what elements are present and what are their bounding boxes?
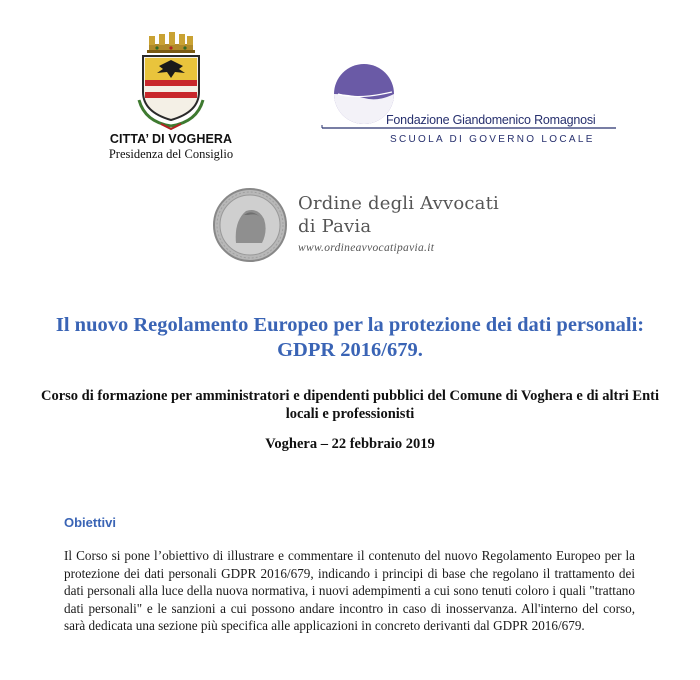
section-body: Il Corso si pone l’obiettivo di illustrare e commentare il contenuto del nuovo Regolamento Europeo per la protezione dei dati personali GDPR 2016/679, indicando i principi di base che regolano il trattamento dei dati personali alla luce della nuova normativa, i nuovi adempimenti a cui sono tenuti coloro i quali "trattano dati personali" e le sanzioni a cui possono andare incontro in caso di inosservanza. All'interno del corso, sarà dedicata una sezione più specifica alle applicazioni in concreto derivanti dal GDPR 2016/679. xyxy=(64,548,635,634)
avvocati-medal-icon xyxy=(210,185,290,267)
section-heading: Obiettivi xyxy=(64,515,117,530)
voghera-crest-icon xyxy=(131,30,211,130)
avvocati-name-line1: Ordine degli Avvocati xyxy=(298,193,499,214)
voghera-subtitle: Presidenza del Consiglio xyxy=(108,147,234,161)
voghera-name: CITTA’ DI VOGHERA xyxy=(109,132,233,146)
romagnosi-logo xyxy=(318,58,618,148)
event-date: Voghera – 22 febbraio 2019 xyxy=(265,436,435,452)
avvocati-url[interactable]: www.ordineavvocatipavia.it xyxy=(298,242,435,254)
document-subtitle: Corso di formazione per amministratori e dipendenti pubblici del Comune di Voghera e di altri Enti locali e professionisti xyxy=(40,388,659,422)
romagnosi-name: Fondazione Giandomenico Romagnosi xyxy=(386,113,596,127)
romagnosi-subtitle: SCUOLA DI GOVERNO LOCALE xyxy=(390,134,595,145)
avvocati-name-line2 xyxy=(298,216,371,237)
avvocati-name-line2-text: di Pavia xyxy=(298,216,372,237)
voghera-logo xyxy=(96,30,246,170)
avvocati-logo xyxy=(210,185,510,267)
document-title: Il nuovo Regolamento Europeo per la protezione dei dati personali: GDPR 2016/679. xyxy=(55,314,645,361)
